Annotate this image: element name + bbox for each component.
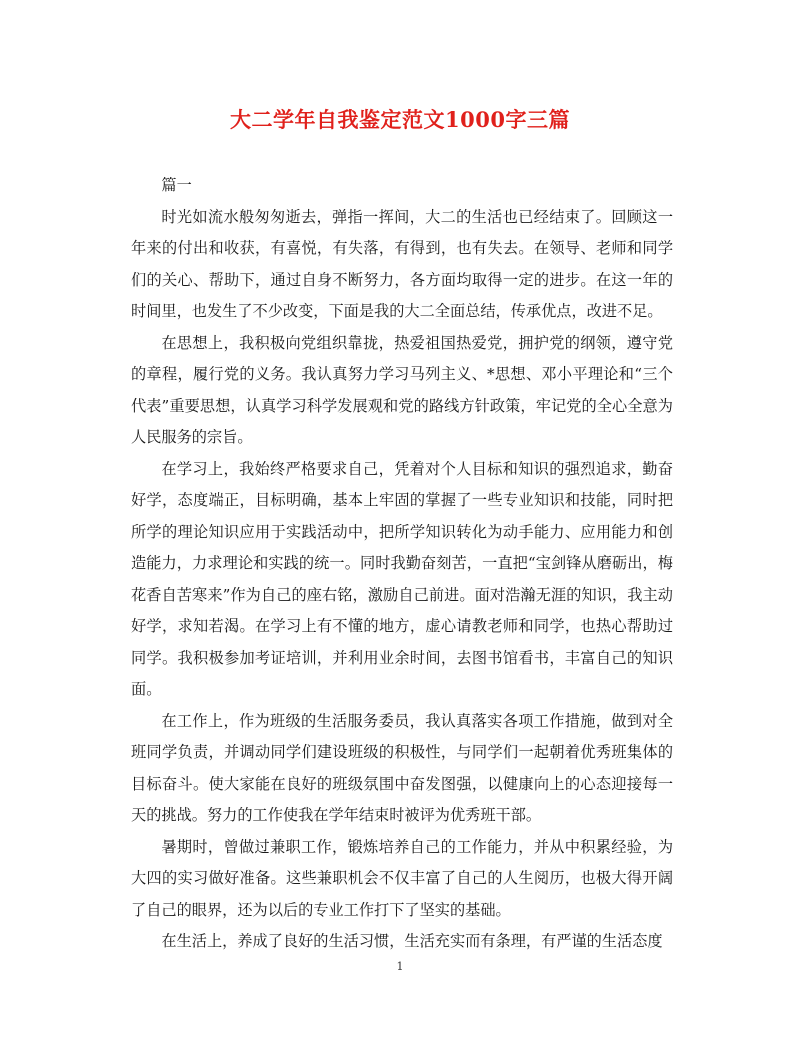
paragraph-work: 在工作上，作为班级的生活服务委员，我认真落实各项工作措施，做到对全班同学负责，并调动同学们建设班级的积极性，与同学们一起朝着优秀班集体的目标奋斗。使大家能在良好的班级氛围中奋发图强，以健康向上的心态迎接每一天的挑战。努力的工作使我在学年结束时被评为优秀班干部。 xyxy=(131,711,673,824)
paragraph-summer: 暑期时，曾做过兼职工作，锻炼培养自己的工作能力，并从中积累经验，为大四的实习做好准备。这些兼职机会不仅丰富了自己的人生阅历，也极大得开阔了自己的眼界，还为以后的专业工作打下了坚实的基础。 xyxy=(131,837,673,919)
paragraph-ideology: 在思想上，我积极向党组织靠拢，热爱祖国热爱党，拥护党的纲领，遵守党的章程，履行党的义务。我认真努力学习马列主义、*思想、邓小平理论和“三个代表”重要思想，认真学习科学发展观和党的路线方针政策，牢记党的全心全意为人民服务的宗旨。 xyxy=(131,333,673,446)
document-body xyxy=(131,170,673,958)
document-title: 大二学年自我鉴定范文1000字三篇 xyxy=(230,107,570,132)
section-label: 篇一 xyxy=(161,176,192,194)
paragraph-intro: 时光如流水般匆匆逝去，弹指一挥间，大二的生活也已经结束了。回顾这一年来的付出和收获，有喜悦，有失落，有得到，也有失去。在领导、老师和同学们的关心、帮助下，通过自身不断努力，各方面均取得一定的进步。在这一年的时间里，也发生了不少改变，下面是我的大二全面总结，传承优点，改进不足。 xyxy=(131,207,673,320)
page-number: 1 xyxy=(396,960,404,973)
paragraph-study: 在学习上，我始终严格要求自己，凭着对个人目标和知识的强烈追求，勤奋好学，态度端正，目标明确，基本上牢固的掌握了一些专业知识和技能，同时把所学的理论知识应用于实践活动中，把所学知识转化为动手能力、应用能力和创造能力，力求理论和实践的统一。同时我勤奋刻苦，一直把“宝剑锋从磨砺出，梅花香自苦寒来”作为自己的座右铭，激励自己前进。面对浩瀚无涯的知识，我主动好学，求知若渴。在学习上有不懂的地方，虚心请教老师和同学，也热心帮助过同学。我积极参加考证培训，并利用业余时间，去图书馆看书，丰富自己的知识面。 xyxy=(131,459,673,698)
paragraph-life: 在生活上，养成了良好的生活习惯，生活充实而有条理，有严谨的生活态度 xyxy=(161,932,663,950)
